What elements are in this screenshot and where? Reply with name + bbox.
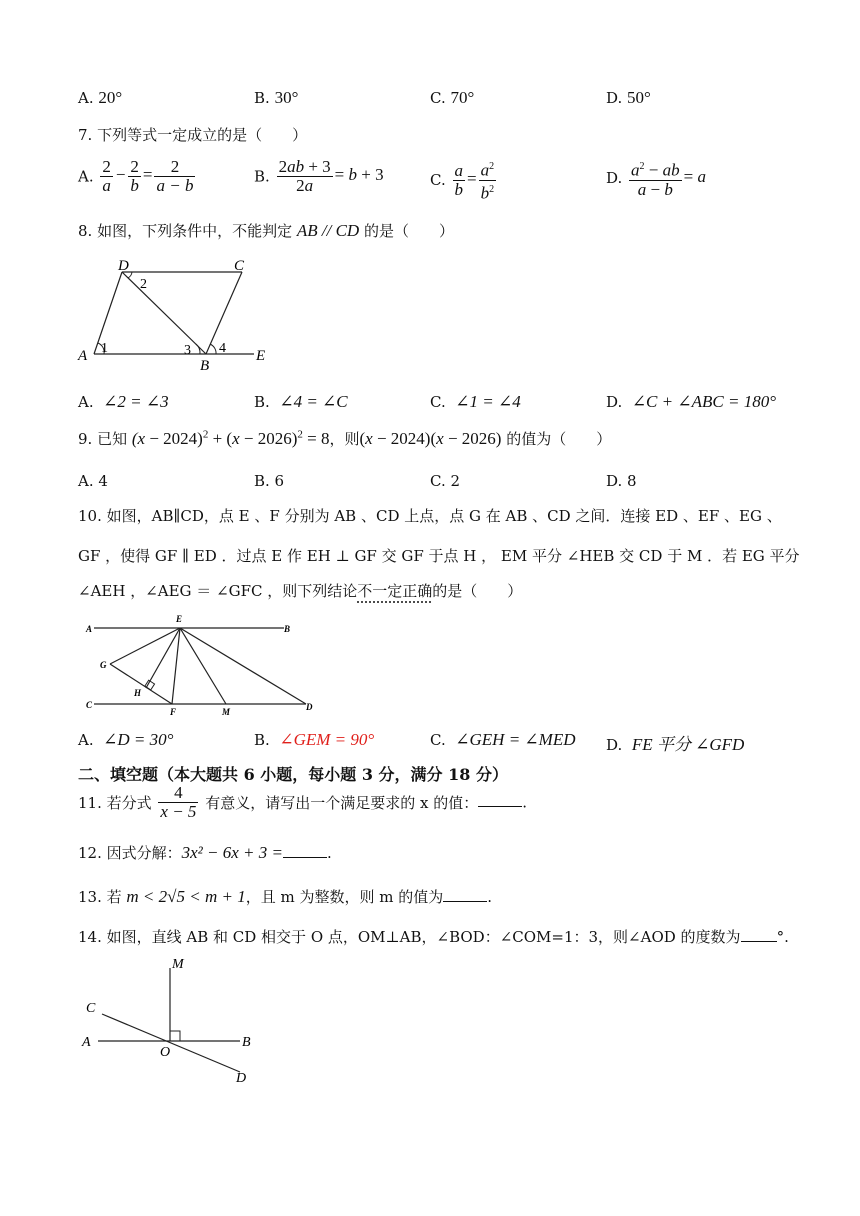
q9-option-c: C. 2 [430,472,461,490]
q8-label-a: A [78,348,88,364]
q8-label-b: B [200,358,210,372]
q9-stem: 9. 已知 $(x - 2024)^2 + (x - 2026)^2 = 8$，则(x − 2024)(x − 2026) 的值为（ ） [78,428,612,448]
q13-answer-blank[interactable] [443,887,487,902]
q10-label-e: E [176,614,183,624]
q14-answer-blank[interactable] [741,927,777,942]
q10-label-c: C [86,700,93,710]
q9-option-d: D. 8 [606,472,637,490]
q8-option-a: A. ∠2 = ∠3 [78,392,169,411]
q13: 13. 若 m < 2√5 < m + 1，且 m 为整数，则 m 的值为 . [78,887,493,906]
q8-stem: 8. 如图，下列条件中，不能判定 AB // CD 的是（ ） [78,221,455,240]
q8-line-db [122,272,206,354]
q6-option-a: A. 20° [78,88,123,107]
q14-figure [78,950,278,1090]
q8-option-b: B. ∠4 = ∠C [254,392,348,411]
q6-option-d: D. 50° [606,88,651,107]
q8-label-1: 1 [101,341,108,356]
q14-right-angle-mark [170,1031,180,1041]
section-2-heading: 二、填空题（本大题共 6 小题，每小题 3 分，满分 18 分） [78,765,508,784]
q8-label-3: 3 [184,343,191,358]
q10-option-b: B. ∠GEM = 90° [254,730,375,749]
q12: 12. 因式分解：3x² − 6x + 3 = . [78,843,332,862]
q10-label-b: B [284,624,291,634]
q8-label-e: E [256,348,266,364]
q10-label-d: D [306,702,313,712]
q8-label-d: D [118,258,129,274]
q10-line-ed [180,628,306,704]
q6-option-c: C. 70° [430,88,475,107]
q10-option-a: A. ∠D = 30° [78,730,174,749]
q10-line-em [180,628,226,704]
q14-label-d: D [236,1071,247,1086]
q8-label-4: 4 [219,341,226,356]
q14-line-cd [102,1014,240,1072]
q10-line2: GF ，使得 GF ∥ ED ．过点 E 作 EH ⊥ GF 交 GF 于点 H ， EM 平分 ∠HEB 交 CD 于 M ．若 EG 平分 [78,547,800,565]
q8-option-d: D. ∠C + ∠ABC = 180° [606,392,776,411]
q10-label-h: H [134,688,142,698]
q9-option-b: B. 6 [254,472,285,490]
q14-label-m: M [172,957,184,972]
q8-label-2: 2 [140,277,147,292]
q10-line-gf [110,664,172,704]
q9-option-a: A. 4 [78,472,108,490]
q8-arc-4 [210,344,216,354]
q10-figure [84,612,324,716]
q7-option-c: C. $\frac{a}{b}$ = $\frac{a^2}{b^2}$ [430,158,498,202]
q6-option-b: B. 30° [254,88,299,107]
q10-option-c: C. ∠GEH = ∠MED [430,730,576,749]
q11-answer-blank[interactable] [478,792,522,807]
q7-option-a: A. $\frac{2}{a}$ − $\frac{2}{b}$ = $\frac{2}{a - b}$ [78,157,194,195]
q8-line-da [94,272,122,354]
q7-stem: 7. 下列等式一定成立的是（ ） [78,126,308,144]
q11: 11. 若分式 $\frac{4}{x - 5}$ 有意义，请写出一个满足要求的 x 的值： . [78,783,527,821]
q10-line1: 10. 如图，AB∥CD，点 E 、F 分别为 AB 、CD 上点，点 G 在 AB 、CD 之间．连接 ED 、EF 、EG 、 [78,507,782,525]
q14-label-b: B [242,1035,251,1050]
q10-option-d: D. FE 平分 ∠GFD [606,735,745,754]
q14-label-c: C [86,1001,96,1016]
q10-line3: ∠AEH ，∠AEG ＝ ∠GFC ，则下列结论不一定正确的是（ ） [78,582,523,600]
q10-label-a: A [86,624,93,634]
q14-label-a: A [82,1035,91,1050]
q7-option-b: B. $\frac{2ab + 3}{2a}$ = b + 3 [254,157,384,195]
q8-figure [76,250,276,372]
q14: 14. 如图，直线 AB 和 CD 相交于 O 点，OM⊥AB，∠BOD：∠COM=1：3，则∠AOD 的度数为 °. [78,928,789,946]
q7-option-d: D. $\frac{a^2 - ab}{a - b}$ = a [606,158,706,199]
q8-label-c: C [234,258,245,274]
q10-label-g: G [100,660,107,670]
q14-label-o: O [160,1045,171,1060]
q10-label-m: M [222,707,231,716]
q12-answer-blank[interactable] [283,843,327,858]
q10-label-f: F [170,707,177,716]
q8-option-c: C. ∠1 = ∠4 [430,392,521,411]
